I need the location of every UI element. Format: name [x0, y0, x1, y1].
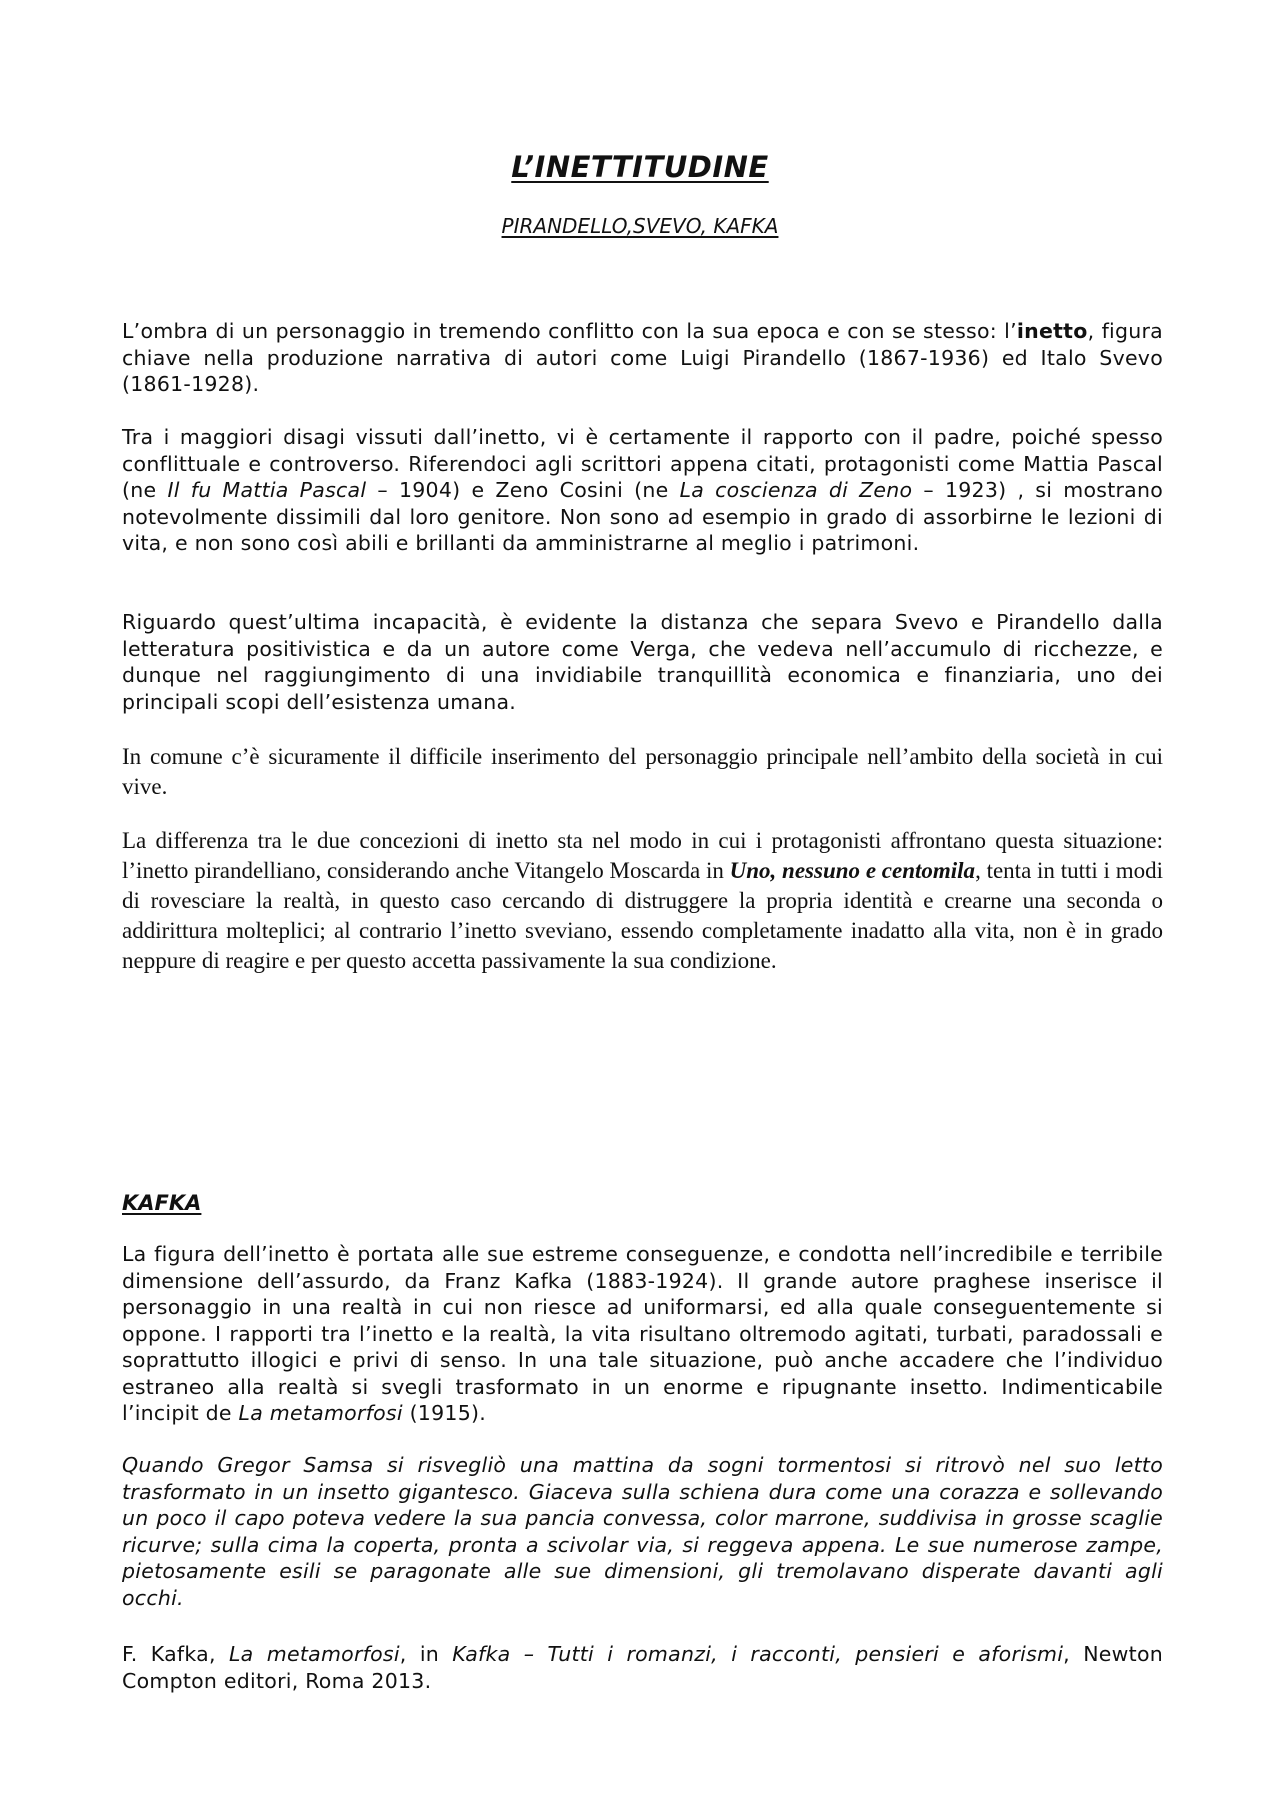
text-run: , tenta in tutti i modi di rovesciare la realtà, in questo caso cercando di distruggere la propria identità e crearne una seconda o addirittura molteplici; al contrario l’inetto sveviano, essendo completamente inadatto alla vita, non è in grado neppure di reagire e per questo accetta passivamente la sua condizione.: [122, 858, 1163, 973]
text-run: Tra i maggiori disagi vissuti dall’inetto, vi è certamente il rapporto con il padre, poiché spesso conflittuale e controverso. Riferendoci agli scrittori appena citati, protagonisti come Mattia Pascal (ne: [122, 425, 1163, 502]
text-run: (1915).: [402, 1401, 486, 1425]
book-title: La metamorfosi: [238, 1401, 403, 1425]
text-run: , in: [399, 1642, 453, 1666]
document-title: L’INETTITUDINE: [511, 150, 769, 184]
text-run: – 1923) , si mostrano notevolmente dissimili dal loro genitore. Non sono ad esempio in grado di assorbirne le lezioni di vita, e non sono così abili e brillanti da amministrarne al meglio i patrimoni.: [122, 478, 1164, 555]
document-subtitle: PIRANDELLO,SVEVO, KAFKA: [501, 214, 779, 238]
paragraph-differenza: [122, 826, 1163, 976]
book-title: La coscienza di Zeno: [679, 478, 913, 502]
book-title: Uno, nessuno e centomila: [729, 858, 976, 883]
text-run: , Newton Compton editori, Roma 2013.: [122, 1642, 1163, 1693]
text-run: F. Kafka,: [122, 1642, 230, 1666]
text-run: , figura chiave nella produzione narrativa di autori come Luigi Pirandello (1867-1936) ed Italo Svevo (1861-1928).: [122, 319, 1163, 396]
paragraph-intro: [122, 318, 1163, 398]
paragraph-positivism: Riguardo quest’ultima incapacità, è evidente la distanza che separa Svevo e Pirandello dalla letteratura positivistica e da un autore come Verga, che vedeva nell’accumulo di ricchezze, e dunque nel raggiungimento di una invidiabile tranquillità economica e finanziaria, uno dei principali scopi dell’esistenza umana.: [122, 610, 1163, 714]
section-heading-kafka: KAFKA: [122, 1191, 202, 1215]
book-title: Il fu Mattia Pascal: [167, 478, 367, 502]
paragraph-kafka: [122, 1241, 1163, 1427]
quote-metamorfosi: Quando Gregor Samsa si risvegliò una mattina da sogni tormentosi si ritrovò nel suo letto trasformato in un insetto gigantesco. Giaceva sulla schiena dura come una corazza e sollevando un poco il capo poteva vedere la sua pancia convessa, color marrone, suddivisa in grosse scaglie ricurve; sulla cima la coperta, pronta a scivolar via, si reggeva appena. Le sue numerose zampe, pietosamente esili se paragonate alle sue dimensioni, gli tremolavano disperate davanti agli occhi.: [122, 1453, 1163, 1610]
bold-term-inetto: inetto: [1016, 319, 1088, 343]
paragraph-father-relationship: [122, 424, 1163, 557]
book-title: La metamorfosi: [229, 1642, 400, 1666]
text-run: La figura dell’inetto è portata alle sue estreme conseguenze, e condotta nell’incredibile e terribile dimensione dell’assurdo, da Franz Kafka (1883-1924). Il grande autore praghese inserisce il personaggio in una realtà in cui non riesce ad uniformarsi, ed alla quale conseguentemente si oppone. I rapporti tra l’inetto e la realtà, la vita risultano oltremodo agitati, turbati, paradossali e soprattutto illogici e privi di senso. In una tale situazione, può anche accadere che l’individuo estraneo alla realtà si svegli trasformato in un enorme e ripugnante insetto. Indimenticabile l’incipit de: [122, 1242, 1163, 1425]
text-run: – 1904) e Zeno Cosini (ne: [366, 478, 680, 502]
citation: [122, 1641, 1163, 1694]
book-title: Kafka – Tutti i romanzi, i racconti, pensieri e aforismi: [452, 1642, 1064, 1666]
paragraph-in-comune: In comune c’è sicuramente il difficile inserimento del personaggio principale nell’ambito della società in cui vive.: [122, 744, 1163, 799]
text-run: La differenza tra le due concezioni di inetto sta nel modo in cui i protagonisti affrontano questa situazione: l’inetto pirandelliano, considerando anche Vitangelo Moscarda in: [122, 828, 1163, 883]
text-run: L’ombra di un personaggio in tremendo conflitto con la sua epoca e con se stesso: l’: [122, 319, 1017, 343]
